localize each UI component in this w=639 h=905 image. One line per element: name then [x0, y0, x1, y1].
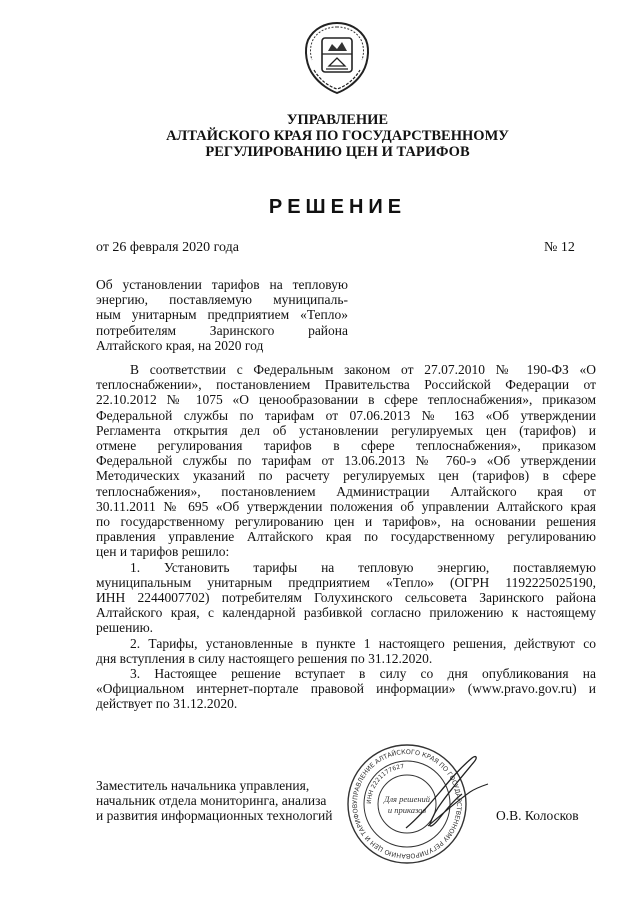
- body-line: 3. Настоящее решение вступает в силу со дня опубликования на: [130, 666, 596, 682]
- organization-name: [60, 112, 615, 160]
- body-line: отмене регулирования тарифов в сфере теплоснабжения», приказом: [96, 438, 596, 454]
- document-number: № 12: [544, 240, 575, 255]
- document-body: [96, 362, 596, 712]
- subject-line: Алтайского края, на 2020 год: [96, 337, 264, 353]
- stamp-inner-text: ИНН 2221177627: [365, 763, 405, 805]
- coat-of-arms-icon: [302, 20, 372, 96]
- document-subject: [96, 277, 348, 353]
- body-line: 2. Тарифы, установленные в пункте 1 настоящего решения, действуют со: [130, 635, 596, 651]
- stamp-center-text: Для решений: [383, 794, 431, 804]
- org-line: УПРАВЛЕНИЕ: [286, 112, 389, 128]
- stamp-outer-text: УПРАВЛЕНИЕ АЛТАЙСКОГО КРАЯ ПО ГОСУДАРСТВЕННОМУ РЕГУЛИРОВАНИЮ ЦЕН И ТАРИФОВ: [350, 747, 464, 861]
- body-line: Федеральной службы по тарифам от 13.06.2013 № 760-э «Об утверждении: [96, 453, 596, 469]
- stamp-center-text: и приказов: [387, 805, 427, 815]
- document-date: от 26 февраля 2020 года: [96, 240, 239, 255]
- org-line: РЕГУЛИРОВАНИЮ ЦЕН И ТАРИФОВ: [205, 144, 470, 160]
- body-line: действует по 31.12.2020.: [96, 696, 238, 712]
- body-line: правления управление Алтайского края по государственному регулированию: [96, 529, 596, 545]
- body-line: 22.10.2012 № 1075 «О ценообразовании в сфере теплоснабжения», приказом: [96, 392, 596, 408]
- body-line: 30.11.2011 № 695 «Об утверждении положения об управлении Алтайского края: [96, 498, 596, 514]
- body-line: муниципальным унитарным предприятием «Тепло» (ОГРН 1192225025190,: [96, 574, 596, 590]
- body-line: по государственному регулированию цен и тарифов», на основании решения: [96, 514, 596, 530]
- body-line: теплоснабжения», постановлением Администрации Алтайского края от: [96, 483, 596, 499]
- position-line: и развития информационных технологий: [96, 808, 333, 824]
- body-line: Регламента открытия дел об установлении регулируемых цен (тарифов) и: [96, 422, 596, 438]
- signatory-position: [96, 778, 366, 824]
- body-line: теплоснабжении», постановлением Правительства Российской Федерации от: [96, 377, 596, 393]
- body-line: цен и тарифов решило:: [96, 544, 230, 560]
- org-line: АЛТАЙСКОГО КРАЯ ПО ГОСУДАРСТВЕННОМУ: [166, 128, 509, 144]
- body-line: 1. Установить тарифы на тепловую энергию, поставляемую: [130, 559, 596, 575]
- body-line: В соответствии с Федеральным законом от 27.07.2010 № 190-ФЗ «О: [130, 362, 596, 377]
- signatory-name: О.В. Колосков: [496, 808, 579, 823]
- body-line: решению.: [96, 620, 154, 636]
- position-line: Заместитель начальника управления,: [96, 778, 310, 793]
- subject-line: ным унитарным предприятием «Тепло»: [96, 307, 348, 323]
- body-line: ИНН 2244007702) потребителям Голухинского сельсовета Заринского района: [96, 590, 596, 606]
- body-line: дня вступления в силу настоящего решения по 31.12.2020.: [96, 650, 433, 666]
- body-line: «Официальном интернет-портале правовой информации» (www.pravo.gov.ru) и: [96, 681, 596, 697]
- body-line: Федеральной службы по тарифам от 07.06.2013 № 163 «Об утверждении: [96, 407, 596, 423]
- document-title: РЕШЕНИЕ: [268, 196, 407, 218]
- position-line: начальник отдела мониторинга, анализа: [96, 793, 327, 809]
- subject-line: Об установлении тарифов на тепловую: [96, 277, 348, 292]
- subject-line: потребителям Заринского района: [96, 322, 348, 338]
- body-line: Алтайского края, с календарной разбивкой согласно приложению к настоящему: [96, 605, 596, 621]
- subject-line: энергию, поставляемую муниципаль-: [96, 292, 348, 308]
- body-line: Методических указаний по расчету регулируемых цен (тарифов) в сфере: [96, 468, 596, 484]
- handwritten-signature-icon: [398, 748, 498, 848]
